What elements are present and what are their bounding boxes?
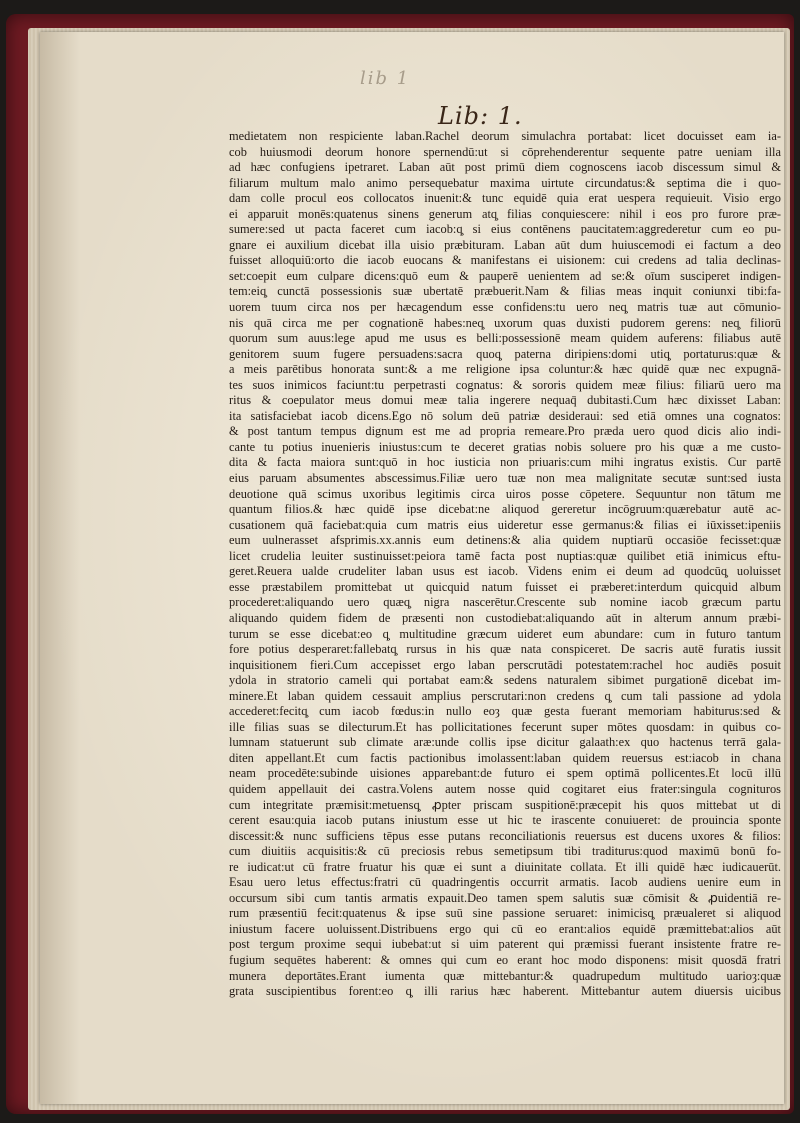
text-line: uorem tuum circa nos per hæcagendum esse confidens:tu uero neq̧ matris tuæ aut cōmunio-: [229, 300, 781, 315]
text-line: ille filias suas se dilecturum.Et has pollicitationes fecerunt super mōtes quosdam: in quibus co-: [229, 719, 781, 734]
text-line: minere.Et laban quidem cessauit amplius perscrutari:non credens q̧ cum tali passione ad ydola: [229, 688, 781, 703]
text-line: grata suscipientibus forent:eo q̧ illi rarius hæc haberent. Mittebantur autem diuersis uicibus: [229, 984, 781, 999]
text-line: quorum sum auus:lege apud me usus es belli:possessionē meam quidem auferens: filiabus autē: [229, 331, 781, 346]
text-line: gnare ei auxilium dicebat illa uisio præbituram. Laban aūt dum huiuscemodi ei factum a deo: [229, 237, 781, 252]
text-line: a meis parētibus honorata sunt:& a me religione ipsa coluntur:& hæc quidē quæ nec expugnā-: [229, 362, 781, 377]
text-line: geret.Reuera ualde crudeliter laban usus est iacob. Videns enim ei deum ad quodcūq̧ uoluisset: [229, 564, 781, 579]
text-line: cusationem quā faciebat:quia cum matris eius uideretur esse germanus:& filias ei iūxisset:ipeniis: [229, 517, 781, 532]
text-line: diten appellant.Et cum factis pactionibus imolassent:laban quidem reuersus est:iacob in chana: [229, 750, 781, 765]
text-line: esse præstabilem promittebat ut quicquid natum fuisset ei præberet:interdum quicquid album: [229, 579, 781, 594]
text-line: post tergum proxime sequi iubebat:ut si uim paterent qui præmissi fuerant insistente fratre re-: [229, 937, 781, 952]
text-line: ad hæc confugiens ipetraret. Laban aūt post primū diem cognoscens iacob discessum simul &: [229, 160, 781, 175]
text-line: re iudicat:ut cū fratre fruatur his quæ ei sunt a diuinitate collata. Et illi quidē hæc iudicauerūt.: [229, 859, 781, 874]
text-line: & post tantum tempus dignum est me ad propria remeare.Pro præda uero quod dicis alio indi-: [229, 424, 781, 439]
text-line: dam colle procul eos collocatos inuenit:& tunc equidē quia erat uespera requieuit. Visio ergo: [229, 191, 781, 206]
text-line: rum præsentiū fecit:quatenus & ipse suū sine passione seruaret: inimicisq̧ præualeret si aliquod: [229, 906, 781, 921]
text-line: occursum sibi cum tantis armatis expauit.Deo tamen spem salutis suæ cōmisit & ꝓuidentiā re-: [229, 890, 781, 905]
text-column: [229, 129, 781, 1000]
text-line: eius paruam absumentes abscessimus.Filiæ uero tuæ non mea malignitate secutæ sunt:sed iusta: [229, 471, 781, 486]
text-line: fore potius desperaret:fallebatq̧ rursus in his quæ nata conspiceret. De sacris autē furatis iussit: [229, 642, 781, 657]
text-line: fuisset alloquiū:orto die iacob euocans & manifestans ei uisionem: cui credens ad talia declinas-: [229, 253, 781, 268]
text-line: iniustum facere uoluissent.Distribuens ergo qui cū eo erant:alios equidē præmittebat:alios aūt: [229, 921, 781, 936]
book-page: [40, 32, 784, 1104]
text-line: medietatem non respiciente laban.Rachel deorum simulachra portabat: licet docuisset eam ia-: [229, 129, 781, 143]
text-line: tes suos inimicos faciunt:tu perpetrasti cognatus: & sororis quidem meæ filius: filiarū uero ma: [229, 377, 781, 392]
text-line: inquisitionem fieri.Cum accepisset ergo laban perscrutādi potestatem:rachel hoc audiēs posuit: [229, 657, 781, 672]
text-line: quidem appellauit dei castra.Volens autem nosse quid cogitaret eius frater:singula cognituros: [229, 781, 781, 796]
text-line: procederet:aliquando uero quæq̧ nigra nascerētur.Crescente sub nomine iacob græcum partu: [229, 595, 781, 610]
text-line: lumnam statuerunt sub climate aræ:unde collis ipse dicitur galaath:ex quo hactenus terrā gala-: [229, 735, 781, 750]
text-line: cob huiusmodi deorum honore spernendū:ut si cōprehenderentur sequente patre ueniam illa: [229, 144, 781, 159]
pencil-annotation: lib 1: [360, 68, 411, 89]
text-line: discessit:& nunc sufficiens tēpus esse putans reconciliationis reuersus est ducens uxores & filios:: [229, 828, 781, 843]
text-line: Esau uero letus effectus:fratri cū quadringentis occurrit armatis. Iacob audiens uenire eum in: [229, 875, 781, 890]
text-line: ritus & coepulator meus domui meæ talia ingerere nequaq̄ dubitasti.Cum hæc dixisset Laban:: [229, 393, 781, 408]
text-line: ydola in stratorio cameli qui portabat eam:& sedens naturalem sibimet purgationē dicebat im-: [229, 673, 781, 688]
text-line: fugium sequētes haberent: & omnes qui cum eo erant hoc modo disponens: misit quosdā fratri: [229, 952, 781, 967]
text-line: cum diuitiis acquisitis:& cū preciosis rebus semetipsum tibi traditurus:quod maximū bonū fo-: [229, 844, 781, 859]
text-line: cum integritate præmisit:metuensq̧ ꝓpter priscam suspitionē:præcepit his quos mittebat ut di: [229, 797, 781, 812]
text-line: nis quā circa me per cognationē habes:neq̧ uxorum quas duxisti pudorem gerens: neq̧ filiorū: [229, 315, 781, 330]
text-line: munera deportātes.Erant iumenta quæ mittebantur:& quadrupedum multitudo uarioȝ:quæ: [229, 968, 781, 983]
text-line: aliquando quidem fidem de præsenti non custodiebat:aliquando aūt in alterum annum præbi-: [229, 610, 781, 625]
text-line: neam procedēte:subinde uisiones apparebant:de futuro ei spem optimā pollicentes.Et locū illū: [229, 766, 781, 781]
text-line: genitorem suum fugere persuadens:sacra quoq̧ paterna diripiens:domi utiq̧ portaturus:quæ &: [229, 346, 781, 361]
running-head: Lib: 1.: [438, 102, 523, 130]
text-line: filiarum multum malo animo persequebatur maxima uirtute circundatus:& septima die i quo-: [229, 175, 781, 190]
text-line: sumere:sed ut pacta faceret cum iacob:q̧ si eius contēnens paucitatem:aggrederetur cum eo pu-: [229, 222, 781, 237]
text-line: tem:eiq̧ cunctā possessionis suæ ubertatē præbuerit.Nam & filias meas inquit coniunxi tibi:fa-: [229, 284, 781, 299]
text-line: ei apparuit monēs:quatenus sinens generum atq̧ filias conquiescere: nihil i eos pro furore præ-: [229, 206, 781, 221]
text-line: quantum filios.& hæc quidē ipse dicebat:ne aliquod gereretur incōgruum:quærebatur autē ac-: [229, 502, 781, 517]
text-line: licet crudelia leuiter sustinuisset:peiora tamē facta post nuptias:quæ quilibet etiā inimicus eftu-: [229, 548, 781, 563]
text-line: turum se esse dicebat:eo q̧ multitudine græcum uideret eum abundare: cum in futuro tantum: [229, 626, 781, 641]
text-line: deuotione quā scimus uxoribus legitimis circa uiros posse cōpetere. Sequuntur non tātum me: [229, 486, 781, 501]
text-line: set:coepit eum culpare dicens:quō eum & pauperē uenientem ad se:& oīum susciperet indigen-: [229, 268, 781, 283]
text-line: dita & facta maiora sunt:quō in hoc iusticia non priuaris:cum mihi ingratus existis. Cur partē: [229, 455, 781, 470]
text-line: cerent esau:quia iacob putans iniustum esse ut hic te irascente conuiueret: de prouincia sponte: [229, 813, 781, 828]
text-line: cante tu potius inuenieris iniustus:cum te deceret gratias nobis soluere pro his quæ a me custo-: [229, 439, 781, 454]
text-line: ita satisfaciebat iacob dicens.Ego nō solum deū patriæ desideraui: sed etiā omnes una cognatos:: [229, 408, 781, 423]
text-line: accederet:fecitq̧ cum iacob fœdus:in nullo eoȝ quæ gesta fuerant memoriam habiturus:sed &: [229, 704, 781, 719]
text-line: eum uulnerasset afsprimis.xx.annis eum detinens:& alia quidem nuptiarū occasiōe fecisset:quæ: [229, 533, 781, 548]
